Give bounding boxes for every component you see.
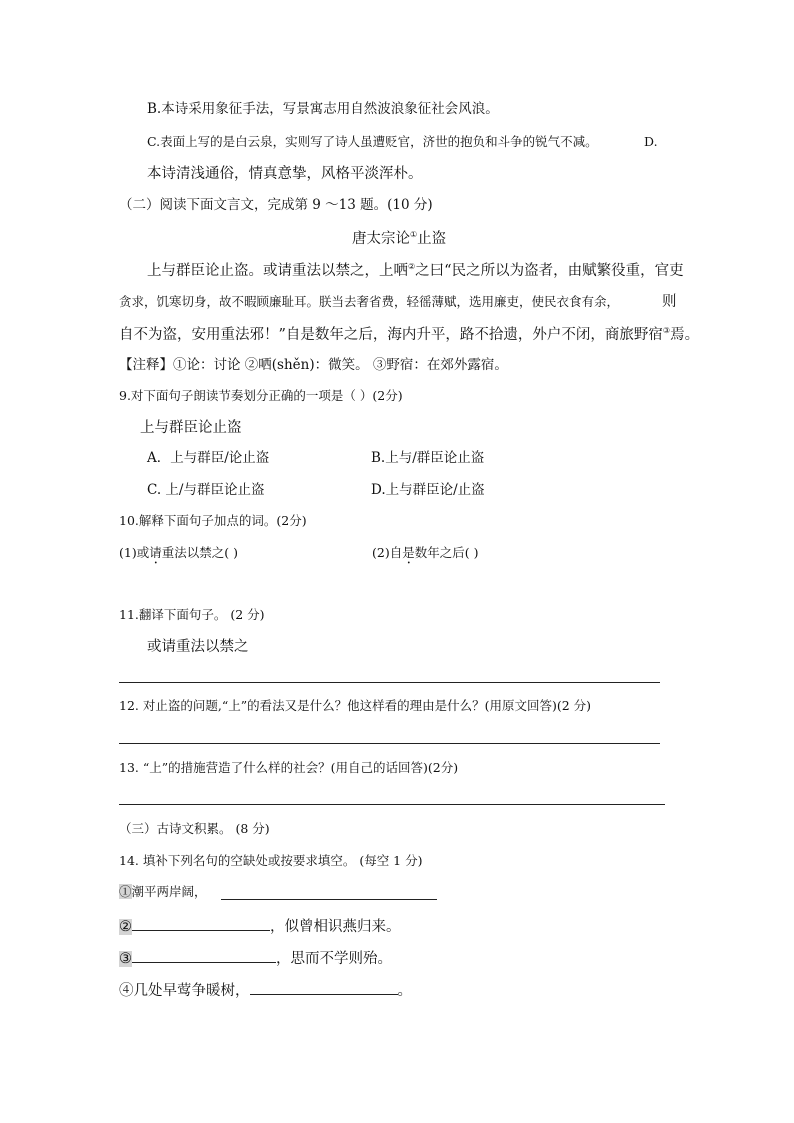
- q14-item-3-number: ③: [119, 951, 132, 967]
- q11-answer-line[interactable]: [119, 682, 660, 683]
- passage-title-text: 唐太宗论: [352, 230, 410, 247]
- passage-text: 之曰“民之所以为盗者，由赋繁役重，官吏: [415, 262, 684, 279]
- q14-item-1-blank[interactable]: [221, 899, 437, 900]
- q13-stem: 13. “上”的措施营造了什么样的社会？(用自己的话回答)(2分): [119, 760, 459, 775]
- q10-item-1: [119, 545, 238, 567]
- q14-item-1-number: ①: [119, 884, 132, 899]
- q14-item-1-text: 潮平两岸阔，: [131, 884, 207, 899]
- q14-item-1: [119, 886, 207, 899]
- q9-option-c: C. 上/与群臣论止盗: [147, 482, 265, 498]
- q8-option-d-text: 本诗清浅通俗，情真意挚，风格平淡浑朴。: [147, 166, 423, 182]
- q14-stem: 14. 填补下列名句的空缺处或按要求填空。 (每空 1 分): [119, 853, 423, 868]
- q14-item-2-blank[interactable]: [132, 916, 270, 931]
- passage-text: 自不为盗，安用重法邪！”自是数年之后，海内升平，路不拾遗，外户不闭，商旅野宿: [119, 326, 663, 343]
- section3-heading: （三）古诗文积累。 (8 分): [119, 821, 270, 836]
- q14-item-3-text: ，思而不学则殆。: [276, 951, 392, 967]
- q10-item-2-suffix: 数年之后( ): [414, 545, 479, 560]
- passage-line-1: [147, 263, 684, 278]
- q14-item-2-number: ②: [119, 919, 132, 935]
- q12-stem: 12. 对止盗的问题,“上”的看法又是什么？他这样看的理由是什么？(用原文回答)(2 分): [119, 698, 592, 713]
- q9-option-d: D.上与群臣论/止盗: [371, 482, 485, 498]
- q10-item-1-dotted-word: 请: [149, 545, 162, 560]
- q8-option-b: B.本诗采用象征手法，写景寓志用自然波浪象征社会风浪。: [147, 101, 499, 117]
- passage-line-2-end: 则: [662, 294, 677, 310]
- q8-option-c: C.表面上写的是白云泉，实则写了诗人虽遭贬官，济世的抱负和斗争的锐气不减。: [147, 134, 598, 149]
- q10-item-1-suffix: 重法以禁之( ): [161, 545, 238, 560]
- passage-line-2: 贪求，饥寒切身，故不暇顾廉耻耳。朕当去奢省费，轻徭薄赋，选用廉吏，使民衣食有余，: [119, 294, 620, 309]
- footnote-mark-2: ②: [408, 262, 416, 271]
- q14-item-2: [119, 916, 401, 935]
- section2-heading: （二）阅读下面文言文，完成第 9 ～13 题。(10 分): [119, 197, 433, 213]
- q14-item-3-blank[interactable]: [132, 948, 276, 963]
- q11-sentence: 或请重法以禁之: [147, 639, 249, 655]
- q12-answer-line[interactable]: [119, 743, 660, 744]
- passage-line-3: [119, 327, 699, 342]
- passage-notes: 【注释】①论：讨论 ②哂(shěn)：微笑。 ③野宿：在郊外露宿。: [119, 357, 508, 373]
- q8-option-d-letter: D.: [644, 134, 658, 149]
- q13-answer-line[interactable]: [119, 804, 665, 805]
- q14-item-4-end: 。: [397, 983, 412, 999]
- passage-text: 上与群臣论止盗。或请重法以禁之，上哂: [147, 262, 408, 279]
- footnote-mark-1: ①: [410, 230, 418, 239]
- q14-item-2-text: ，似曾相识燕归来。: [270, 919, 401, 935]
- q10-item-2: [372, 545, 478, 567]
- q11-stem: 11.翻译下面句子。 (2 分): [119, 607, 265, 622]
- q9-option-b: B.上与/群臣论止盗: [371, 450, 485, 466]
- footnote-mark-3: ③: [662, 326, 671, 335]
- q10-item-1-prefix: (1)或: [119, 545, 150, 560]
- q14-item-4: [119, 980, 412, 999]
- q14-item-4-text: ④几处早莺争暖树，: [119, 983, 250, 999]
- q10-item-2-prefix: (2)自: [372, 545, 403, 560]
- passage-title-text-2: 止盗: [417, 230, 447, 247]
- q10-stem: 10.解释下面句子加点的词。(2分): [119, 513, 307, 528]
- q14-item-3: [119, 948, 392, 967]
- q9-sentence: 上与群臣论止盗: [140, 420, 242, 436]
- passage-text: 焉。: [670, 326, 700, 343]
- passage-title: [352, 231, 446, 246]
- q10-item-2-dotted-word: 是: [402, 545, 415, 560]
- q9-option-a: A．上与群臣/论止盗: [147, 450, 270, 466]
- q14-item-4-blank[interactable]: [250, 980, 398, 995]
- q9-stem: 9.对下面句子朗读节奏划分正确的一项是（ ）(2分): [119, 388, 403, 403]
